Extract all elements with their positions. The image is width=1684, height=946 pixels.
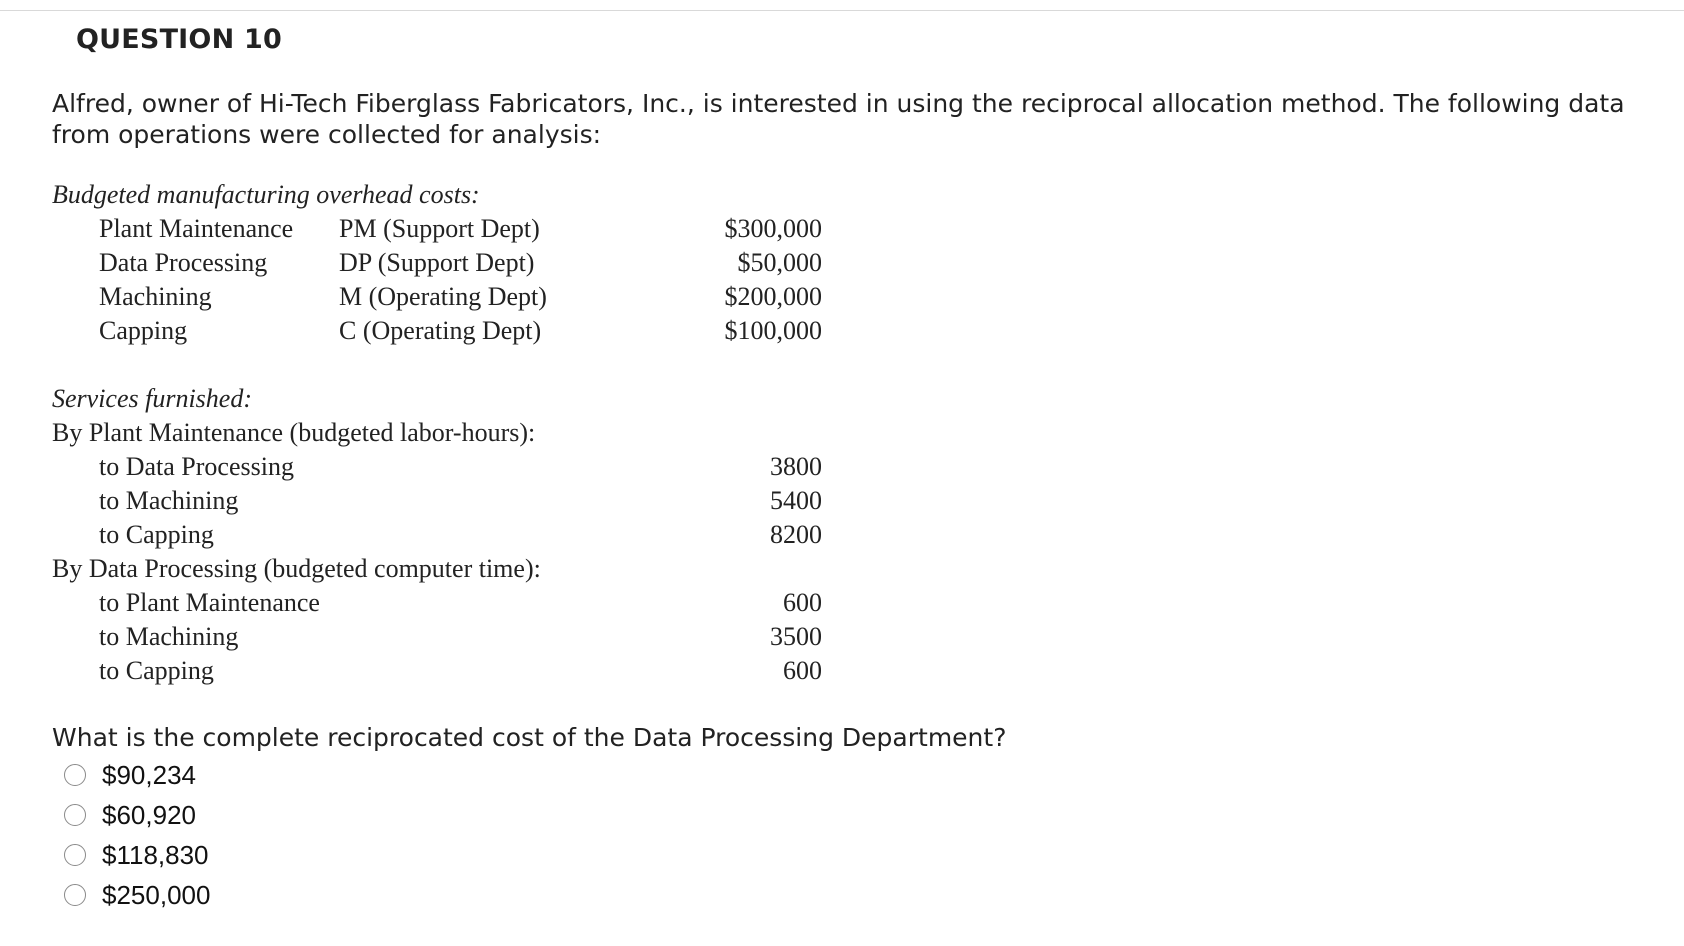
budget-dept: Capping xyxy=(99,316,188,345)
answer-option-1[interactable] xyxy=(64,758,196,792)
question-prompt xyxy=(52,88,1652,150)
budget-type: C (Operating Dept) xyxy=(339,316,542,345)
answer-label[interactable]: $90,234 xyxy=(102,759,196,790)
answer-label[interactable]: $60,920 xyxy=(102,799,196,830)
dp-service-value: 600 xyxy=(783,588,822,617)
budget-amount: $50,000 xyxy=(737,248,822,277)
pm-service-label: to Data Processing xyxy=(99,452,294,481)
budget-type: PM (Support Dept) xyxy=(339,214,540,243)
budget-dept: Plant Maintenance xyxy=(99,214,294,243)
top-divider xyxy=(0,10,1684,11)
dp-service-value: 3500 xyxy=(770,622,822,651)
pm-service-label: to Capping xyxy=(99,520,214,549)
pm-service-label: to Machining xyxy=(99,486,239,515)
budget-amount: $300,000 xyxy=(724,214,822,243)
radio-button[interactable] xyxy=(64,884,86,906)
radio-button[interactable] xyxy=(64,844,86,866)
dp-service-label: to Capping xyxy=(99,656,214,685)
question-title: QUESTION 10 xyxy=(76,24,282,55)
answer-option-4[interactable] xyxy=(64,878,210,912)
budget-heading: Budgeted manufacturing overhead costs: xyxy=(52,180,480,209)
pm-service-value: 3800 xyxy=(770,452,822,481)
dp-services-heading: By Data Processing (budgeted computer time): xyxy=(52,554,541,583)
budget-amount: $200,000 xyxy=(724,282,822,311)
budget-dept: Data Processing xyxy=(99,248,268,277)
answer-option-3[interactable] xyxy=(64,838,209,872)
prompt-line-1: Alfred, owner of Hi-Tech Fiberglass Fabricators, Inc., is interested in using the reciprocal allocation method. The following data xyxy=(52,89,1625,118)
prompt-line-2: from operations were collected for analysis: xyxy=(52,120,602,149)
answer-label[interactable]: $250,000 xyxy=(102,879,211,910)
budget-type: M (Operating Dept) xyxy=(339,282,547,311)
answer-label[interactable]: $118,830 xyxy=(102,839,209,870)
budget-type: DP (Support Dept) xyxy=(339,248,535,277)
dp-service-label: to Plant Maintenance xyxy=(99,588,320,617)
budget-amount: $100,000 xyxy=(724,316,822,345)
radio-button[interactable] xyxy=(64,764,86,786)
services-heading: Services furnished: xyxy=(52,384,253,413)
question-text: What is the complete reciprocated cost of the Data Processing Department? xyxy=(52,723,1007,752)
pm-services-heading: By Plant Maintenance (budgeted labor-hours): xyxy=(52,418,536,447)
answer-option-2[interactable] xyxy=(64,798,196,832)
pm-service-value: 5400 xyxy=(770,486,822,515)
dp-service-value: 600 xyxy=(783,656,822,685)
budget-dept: Machining xyxy=(99,282,212,311)
dp-service-label: to Machining xyxy=(99,622,239,651)
pm-service-value: 8200 xyxy=(770,520,822,549)
radio-button[interactable] xyxy=(64,804,86,826)
